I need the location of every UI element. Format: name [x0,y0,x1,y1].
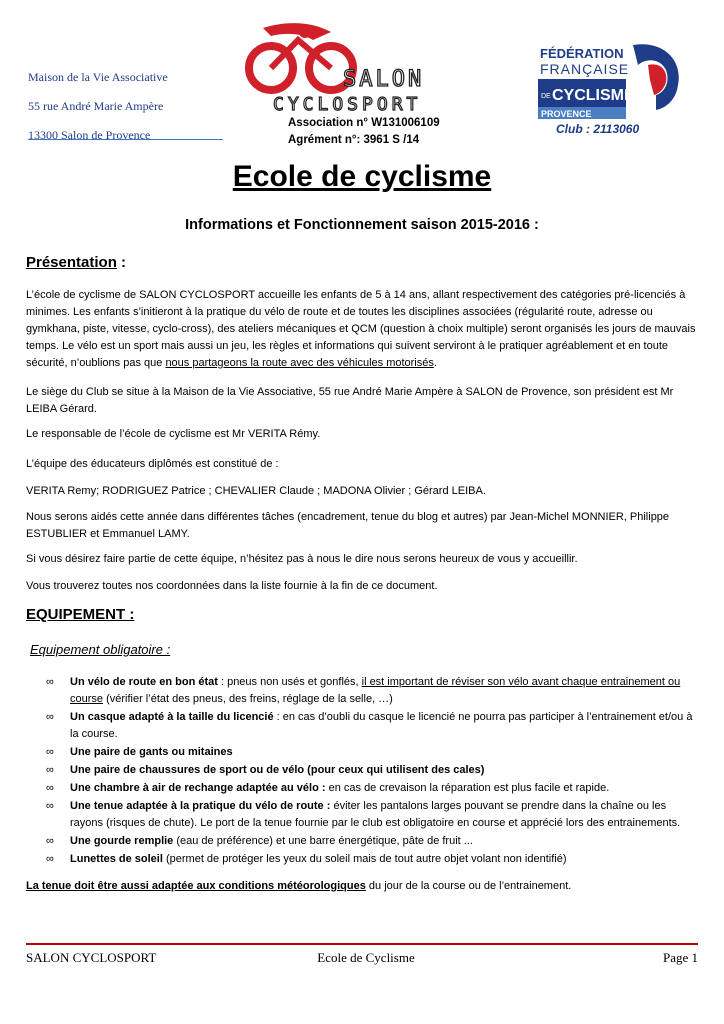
ffc-emblem-icon [538,40,688,140]
bullet-icon: ∞ [46,764,54,776]
equipement-heading: EQUIPEMENT : [26,606,135,623]
footer-center: Ecole de Cyclisme [317,950,415,965]
list-item [26,833,698,850]
bullet-icon: ∞ [46,800,54,812]
equipement-note [26,878,698,895]
cyclist-logo-icon [243,18,463,116]
p1-end: . [433,357,437,369]
presentation-paragraph-5: VERITA Remy; RODRIGUEZ Patrice ; CHEVALIER Claude ; MADONA Olivier ; Gérard LEIBA. [26,485,486,497]
presentation-heading [26,254,126,271]
item-bold: Un vélo de route en bon état [70,676,218,688]
item-bold: Lunettes de soleil [70,853,163,865]
ffc-line2: FRANÇAISE [540,61,630,77]
bullet-icon: ∞ [46,676,54,688]
address-divider [28,139,223,140]
logo-text-line2: CYCLOSPORT [273,94,422,115]
bullet-icon: ∞ [46,711,54,723]
presentation-paragraph-6: Nous serons aidés cette année dans différentes tâches (encadrement, tenue du blog et autres) par Jean-Michel MONNIER, Philippe ESTUBLIER et Emmanuel LAMY. [26,511,670,540]
presentation-paragraph-8: Vous trouverez toutes nos coordonnées dans la liste fournie à la fin de ce document. [26,580,438,592]
address-block [28,63,168,150]
presentation-heading-colon: : [116,254,127,271]
page-title: Ecole de cyclisme [232,160,492,193]
address-line-1: Maison de la Vie Associative [28,70,168,84]
address-line-3: 13300 Salon de Provence [28,128,151,142]
item-text: éviter les pantalons larges pouvant se prendre dans la chaîne ou les rayons (risques de chute). Le port de la tenue fournie par le club est obligatoire en course et apprécié lors des entrainements. [70,800,681,829]
presentation-paragraph-2: Le siège du Club se situe à la Maison de la Vie Associative, 55 rue André Marie Ampère à SALON de Provence, son président est Mr LEIBA Gérard. [26,386,674,415]
footer-page-number: Page 1 [662,950,698,965]
list-item [26,762,698,779]
presentation-paragraph-7: Si vous désirez faire partie de cette équipe, n’hésitez pas à nous le dire nous serons heureux de vous y accueillir. [26,553,578,565]
association-number: Association n° W131006109 [288,117,440,129]
footer-divider [26,943,698,945]
item-tail: (vérifier l’état des pneus, des freins, réglage de la selle, …) [103,693,393,705]
item-bold: Une paire de chaussures de sport ou de vélo (pour ceux qui utilisent des cales) [70,764,485,776]
list-item [26,674,698,708]
note-bold: La tenue doit être aussi adaptée aux conditions météorologiques [26,880,366,892]
bullet-icon: ∞ [46,853,54,865]
item-text: en cas de crevaison la réparation est plus facile et rapide. [325,782,610,794]
p1-underline: nous partageons la route avec des véhicules motorisés [165,357,434,369]
presentation-paragraph-1 [26,287,698,372]
equipement-list [26,674,698,869]
presentation-paragraph-4: L’équipe des éducateurs diplômés est constitué de : [26,458,279,470]
note-text: du jour de la course ou de l’entrainement. [365,880,572,892]
p1-start: L’école de cyclisme de SALON CYCLOSPORT accueille les enfants de 5 à 14 ans, allant respectivement des catégories pré-licenciés à minimes. Les enfants s’initieront à la pratique du vélo de route et de toutes les disciplines associées (régularité route, adresse ou gymkhana, piste, vitesse, cyclo-cross), des ateliers mécaniques et QCM (question à choix multiple) seront organisés les jours de mauvais temps. Le vélo est un sport mais aussi un jeu, les règles et informations qui suivent serviront à le pratiquer agréablement et en toute sécurité, n’oublions pas que [26,289,696,369]
item-underline: il est important de réviser son vélo avant chaque entrainement ou course [70,676,681,705]
agrement-number: Agrément n°: 3961 S /14 [288,134,420,146]
bullet-icon: ∞ [46,746,54,758]
list-item [26,744,698,761]
salon-cyclosport-logo [243,18,463,116]
list-item [26,798,698,832]
item-bold: Une chambre à air de rechange adaptée au vélo : [70,782,326,794]
page-subtitle: Informations et Fonctionnement saison 2015-2016 : [185,217,539,233]
item-text: (permet de protéger les yeux du soleil mais de tout autre objet volant non identifié) [162,853,567,865]
presentation-heading-text: Présentation [26,254,117,271]
item-text: : en cas d’oubli du casque le licencié ne pourra pas participer à l’entrainement et/ou à la course. [70,711,693,740]
ffc-de: DE [541,93,551,100]
address-line-2: 55 rue André Marie Ampère [28,99,164,113]
ffc-club: Club : 2113060 [556,122,640,136]
item-bold: Une tenue adaptée à la pratique du vélo de route : [70,800,331,812]
item-bold: Une gourde remplie [70,835,174,847]
equipement-subheading: Equipement obligatoire : [30,642,171,657]
logo-text-line1: SALON [343,67,425,92]
ffc-region: PROVENCE [541,109,592,119]
footer-left: SALON CYCLOSPORT [26,950,157,965]
ffc-line1: FÉDÉRATION [540,46,624,61]
bullet-icon: ∞ [46,835,54,847]
item-bold: Une paire de gants ou mitaines [70,746,233,758]
ffc-logo [538,40,688,140]
list-item [26,709,698,743]
bullet-icon: ∞ [46,782,54,794]
item-text: (eau de préférence) et une barre énergétique, pâte de fruit ... [173,835,473,847]
list-item [26,851,698,868]
item-text: : pneus non usés et gonflés, [217,676,362,688]
list-item [26,780,698,797]
item-bold: Un casque adapté à la taille du licencié [70,711,274,723]
ffc-line3: CYCLISME [552,87,635,104]
presentation-paragraph-3: Le responsable de l’école de cyclisme est Mr VERITA Rémy. [26,428,321,440]
association-info [288,115,440,149]
